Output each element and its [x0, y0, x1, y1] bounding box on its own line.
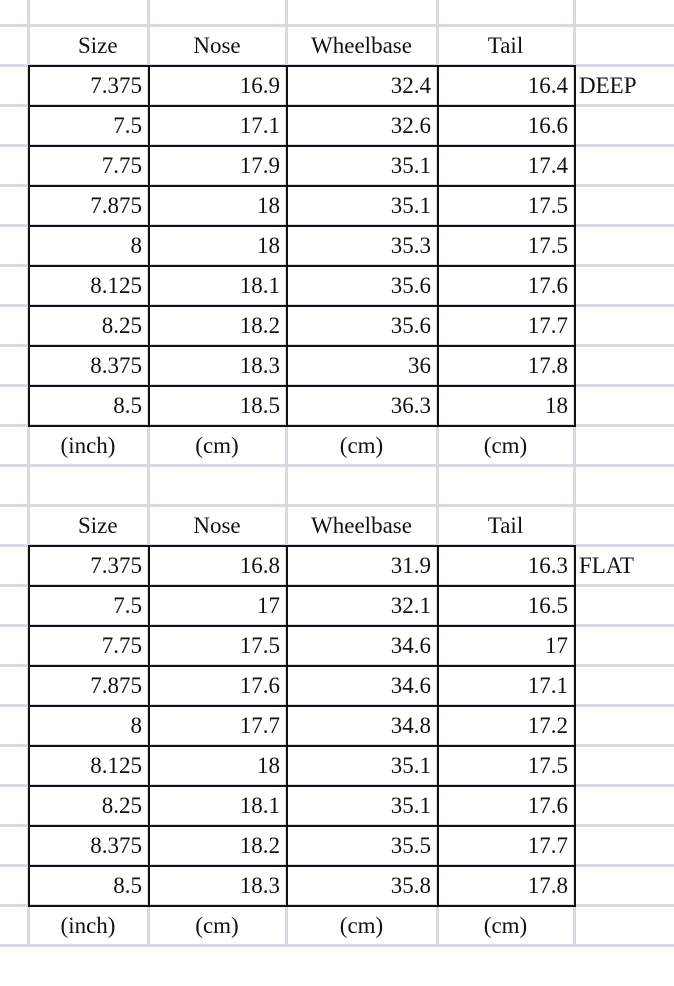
column-header[interactable]: Size — [78, 512, 118, 538]
table-cell[interactable]: 17.8 — [527, 872, 568, 898]
table-cell[interactable]: 17.4 — [527, 152, 568, 178]
table-cell[interactable]: 17.6 — [527, 792, 568, 818]
cell-border-h — [28, 225, 576, 227]
table-cell[interactable]: 17.1 — [239, 112, 280, 138]
table-cell[interactable]: 31.9 — [390, 552, 431, 578]
table-cell[interactable]: 7.5 — [113, 112, 142, 138]
table-cell[interactable]: 34.8 — [390, 712, 431, 738]
table-cell[interactable]: 18.2 — [239, 312, 280, 338]
table-tag-label[interactable]: FLAT — [579, 552, 634, 578]
table-cell[interactable]: 7.375 — [90, 72, 142, 98]
cell-border-h — [28, 145, 576, 147]
table-cell[interactable]: 16.3 — [527, 552, 568, 578]
table-cell[interactable]: 18 — [257, 232, 280, 258]
table-cell[interactable]: 17.6 — [527, 272, 568, 298]
cell-border-h — [28, 305, 576, 307]
table-cell[interactable]: 8.375 — [90, 832, 142, 858]
table-cell[interactable]: 35.3 — [390, 232, 431, 258]
unit-label[interactable]: (cm) — [483, 432, 528, 458]
cell-border-h — [28, 625, 576, 627]
table-cell[interactable]: 17.5 — [527, 752, 568, 778]
table-cell[interactable]: 34.6 — [390, 632, 431, 658]
unit-label[interactable]: (cm) — [339, 432, 384, 458]
table-cell[interactable]: 7.75 — [101, 152, 142, 178]
table-cell[interactable]: 17.7 — [239, 712, 280, 738]
table-cell[interactable]: 17 — [257, 592, 280, 618]
cell-border-h — [28, 825, 576, 827]
table-cell[interactable]: 17.1 — [527, 672, 568, 698]
unit-label[interactable]: (cm) — [339, 912, 384, 938]
table-cell[interactable]: 17.5 — [527, 192, 568, 218]
table-cell[interactable]: 18 — [257, 752, 280, 778]
cell-border-h — [28, 105, 576, 107]
table-cell[interactable]: 7.5 — [113, 592, 142, 618]
table-cell[interactable]: 18.2 — [239, 832, 280, 858]
table-cell[interactable]: 18.3 — [239, 352, 280, 378]
table-cell[interactable]: 18 — [257, 192, 280, 218]
cell-border-h — [28, 265, 576, 267]
column-header[interactable]: Tail — [487, 512, 524, 538]
table-cell[interactable]: 7.375 — [90, 552, 142, 578]
table-cell[interactable]: 35.6 — [390, 312, 431, 338]
table-cell[interactable]: 16.9 — [239, 72, 280, 98]
table-cell[interactable]: 8.25 — [101, 792, 142, 818]
unit-label[interactable]: (inch) — [60, 912, 116, 938]
table-cell[interactable]: 8.375 — [90, 352, 142, 378]
unit-label[interactable]: (cm) — [195, 912, 239, 938]
table-cell[interactable]: 17 — [545, 632, 568, 658]
column-header[interactable]: Wheelbase — [311, 512, 412, 538]
unit-label[interactable]: (inch) — [60, 432, 116, 458]
table-cell[interactable]: 7.875 — [90, 192, 142, 218]
column-header[interactable]: Wheelbase — [311, 32, 412, 58]
table-cell[interactable]: 8.125 — [90, 272, 142, 298]
cell-border-h — [28, 665, 576, 667]
cell-border-v — [148, 65, 150, 427]
cell-border-h — [28, 865, 576, 867]
table-cell[interactable]: 32.4 — [390, 72, 431, 98]
cell-border-h — [28, 785, 576, 787]
column-header[interactable]: Size — [78, 32, 118, 58]
table-cell[interactable]: 8 — [130, 712, 142, 738]
table-tag-label[interactable]: DEEP — [579, 72, 637, 98]
table-cell[interactable]: 17.7 — [527, 832, 568, 858]
cell-border-h — [28, 585, 576, 587]
table-cell[interactable]: 32.6 — [390, 112, 431, 138]
cell-border-v — [286, 545, 288, 907]
table-cell[interactable]: 16.6 — [527, 112, 568, 138]
table-cell[interactable]: 18.1 — [239, 272, 280, 298]
column-header[interactable]: Nose — [193, 512, 241, 538]
cell-border-v — [148, 545, 150, 907]
cell-border-h — [28, 385, 576, 387]
table-cell[interactable]: 17.5 — [527, 232, 568, 258]
table-cell[interactable]: 16.8 — [239, 552, 280, 578]
table-cell[interactable]: 18.5 — [239, 392, 280, 418]
table-cell[interactable]: 8.125 — [90, 752, 142, 778]
cell-border-h — [28, 345, 576, 347]
table-cell[interactable]: 17.8 — [527, 352, 568, 378]
table-cell[interactable]: 18 — [545, 392, 568, 418]
table-cell[interactable]: 8 — [130, 232, 142, 258]
table-cell[interactable]: 18.3 — [239, 872, 280, 898]
table-cell[interactable]: 35.8 — [390, 872, 431, 898]
table-cell[interactable]: 16.5 — [527, 592, 568, 618]
table-cell[interactable]: 7.875 — [90, 672, 142, 698]
table-cell[interactable]: 35.6 — [390, 272, 431, 298]
table-cell[interactable]: 36.3 — [390, 392, 431, 418]
cell-border-h — [28, 705, 576, 707]
table-cell[interactable]: 35.5 — [390, 832, 431, 858]
table-cell[interactable]: 34.6 — [390, 672, 431, 698]
unit-label[interactable]: (cm) — [483, 912, 528, 938]
table-cell[interactable]: 8.5 — [113, 392, 142, 418]
table-cell[interactable]: 35.1 — [390, 152, 431, 178]
table-cell[interactable]: 18.1 — [239, 792, 280, 818]
cell-border-h — [28, 745, 576, 747]
table-cell[interactable]: 35.1 — [390, 792, 431, 818]
table-cell[interactable]: 17.7 — [527, 312, 568, 338]
table-cell[interactable]: 17.9 — [239, 152, 280, 178]
table-cell[interactable]: 17.5 — [239, 632, 280, 658]
table-cell[interactable]: 17.6 — [239, 672, 280, 698]
cell-border-h — [28, 185, 576, 187]
table-cell[interactable]: 7.75 — [101, 632, 142, 658]
column-header[interactable]: Tail — [487, 32, 524, 58]
cell-border-v — [286, 65, 288, 427]
column-header[interactable]: Nose — [193, 32, 241, 58]
cell-border-v — [437, 65, 439, 427]
table-cell[interactable]: 8.5 — [113, 872, 142, 898]
table-cell[interactable]: 32.1 — [390, 592, 431, 618]
table-cell[interactable]: 8.25 — [101, 312, 142, 338]
table-cell[interactable]: 35.1 — [390, 752, 431, 778]
table-cell[interactable]: 35.1 — [390, 192, 431, 218]
unit-label[interactable]: (cm) — [195, 432, 239, 458]
cell-border-v — [437, 545, 439, 907]
table-cell[interactable]: 16.4 — [527, 72, 568, 98]
table-cell[interactable]: 17.2 — [527, 712, 568, 738]
table-cell[interactable]: 36 — [408, 352, 431, 378]
